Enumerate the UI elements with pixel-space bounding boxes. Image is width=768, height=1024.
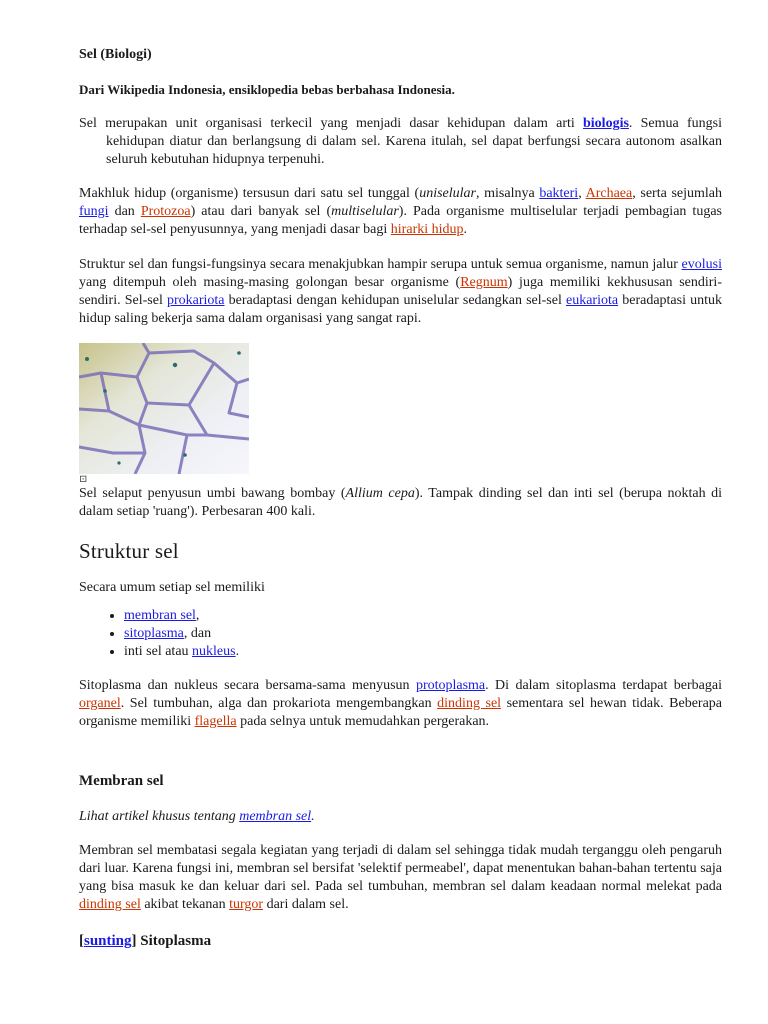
text: Membran sel membatasi segala kegiatan yang terjadi di dalam sel sehingga tidak mudah terganggu oleh pengaruh dari luar. Karena fungsi ini, membran sel bersifat 'selektif permeabel', dapat menentukan bahan-bahan tertentu saja yang bisa masuk ke dan keluar dari sel. Pada sel tumbuhan, membran sel dalam keadaan normal melekat pada (79, 843, 722, 894)
section-heading-membran-sel: Membran sel (79, 773, 164, 789)
paragraph-organisms (79, 185, 722, 239)
text: . Di dalam sitoplasma terdapat berbagai (485, 678, 722, 693)
text-italic: uniselular (419, 186, 476, 201)
text: . Sel tumbuhan, alga dan prokariota mengembangkan (120, 696, 438, 711)
list-item (124, 643, 722, 661)
list-item (124, 607, 722, 625)
text: . (463, 222, 468, 237)
text: . (235, 644, 240, 659)
link-fungi[interactable]: fungi (79, 204, 109, 219)
link-eukariota[interactable]: eukariota (566, 293, 619, 308)
micrograph-image (79, 343, 249, 474)
text: Lihat artikel khusus tentang (79, 809, 240, 824)
text: , misalnya (475, 186, 540, 201)
link-dinding-sel[interactable]: dinding sel (79, 897, 141, 912)
text: Sitoplasma dan nukleus secara bersama-sama menyusun (79, 678, 416, 693)
text: , (578, 186, 586, 201)
figure-caption (79, 485, 722, 521)
paragraph-membran (79, 842, 722, 914)
text: pada selnya untuk memudahkan pergerakan. (236, 714, 490, 729)
section-heading-sitoplasma (79, 931, 722, 951)
text-italic: Allium cepa (345, 486, 415, 501)
text-italic: multiselular (331, 204, 399, 219)
text: , dan (183, 626, 212, 641)
link-flagella[interactable]: flagella (194, 714, 237, 729)
components-list (79, 607, 722, 661)
paragraph-protoplasma (79, 677, 722, 731)
text: ) juga memiliki kekhususan sendiri-sendiri. Sel-sel (79, 275, 722, 308)
link-hirarki-hidup[interactable]: hirarki hidup (390, 222, 464, 237)
link-biologis[interactable]: biologis (583, 116, 629, 131)
text: sementara sel hewan tidak. Beberapa organisme memiliki (79, 696, 722, 729)
paragraph-intro (79, 115, 722, 169)
text: . (311, 809, 315, 824)
text: ) atau dari banyak sel ( (190, 204, 332, 219)
link-sitoplasma[interactable]: sitoplasma (124, 626, 184, 641)
link-prokariota[interactable]: prokariota (166, 293, 225, 308)
link-bakteri[interactable]: bakteri (539, 186, 579, 201)
text: beradaptasi dengan kehidupan uniselular sedangkan sel-sel (224, 293, 566, 308)
struktur-intro: Secara umum setiap sel memiliki (79, 580, 265, 595)
text: , (195, 608, 200, 623)
bracket: [ (79, 933, 84, 949)
text: akibat tekanan (140, 897, 230, 912)
bracket: ] (131, 933, 137, 949)
link-membran-sel-article[interactable]: membran sel (239, 809, 312, 824)
link-regnum[interactable]: Regnum (460, 275, 508, 290)
link-archaea[interactable]: Archaea (585, 186, 633, 201)
link-membran-sel[interactable]: membran sel (124, 608, 196, 623)
text: yang ditempuh oleh masing-masing golongan besar organisme ( (79, 275, 461, 290)
article-body (79, 46, 722, 951)
text: dan (108, 204, 141, 219)
text: Struktur sel dan fungsi-fungsinya secara menakjubkan hampir serupa untuk semua organisme, namun jalur (79, 257, 682, 272)
link-turgor[interactable]: turgor (229, 897, 264, 912)
edit-link[interactable]: sunting (84, 933, 132, 949)
link-nukleus[interactable]: nukleus (192, 644, 236, 659)
text: Sel selaput penyusun umbi bawang bombay ( (79, 486, 346, 501)
link-protoplasma[interactable]: protoplasma (415, 678, 486, 693)
text: ). Tampak dinding sel dan inti sel (berupa noktah di dalam setiap 'ruang'). Perbesaran 400 kali. (79, 486, 723, 519)
article-title: Sel (Biologi) (79, 47, 152, 62)
text: beradaptasi untuk hidup saling bekerja sama dalam organisasi yang sangat rapi. (79, 293, 722, 326)
article-source-line: Dari Wikipedia Indonesia, ensiklopedia bebas berbahasa Indonesia. (79, 82, 455, 97)
paragraph-structure (79, 256, 722, 328)
text: dari dalam sel. (263, 897, 349, 912)
section-heading-struktur-sel: Struktur sel (79, 539, 179, 563)
onion-cell-micrograph[interactable] (79, 343, 249, 474)
link-dinding-sel[interactable]: dinding sel (437, 696, 502, 711)
text: Makhluk hidup (organisme) tersusun dari satu sel tunggal ( (79, 186, 420, 201)
text: , serta sejumlah (632, 186, 722, 201)
text: Sel merupakan unit organisasi terkecil yang menjadi dasar kehidupan dalam arti (79, 116, 583, 131)
list-item (124, 625, 722, 643)
heading-text: Sitoplasma (136, 933, 212, 949)
enlarge-icon[interactable]: ⊡ (79, 474, 88, 485)
link-organel[interactable]: organel (79, 696, 121, 711)
see-also-line (79, 808, 722, 826)
text: ). Pada organisme multiselular terjadi pembagian tugas terhadap sel-sel penyusunnya, yang menjadi dasar bagi (79, 204, 722, 237)
text: inti sel atau (124, 644, 193, 659)
text: . Semua fungsi kehidupan diatur dan berlangsung di dalam sel. Karena itulah, sel dapat berfungsi secara autonom asalkan seluruh kebutuhan hidupnya terpenuhi. (106, 116, 722, 167)
link-protozoa[interactable]: Protozoa (140, 204, 191, 219)
link-evolusi[interactable]: evolusi (681, 257, 722, 272)
